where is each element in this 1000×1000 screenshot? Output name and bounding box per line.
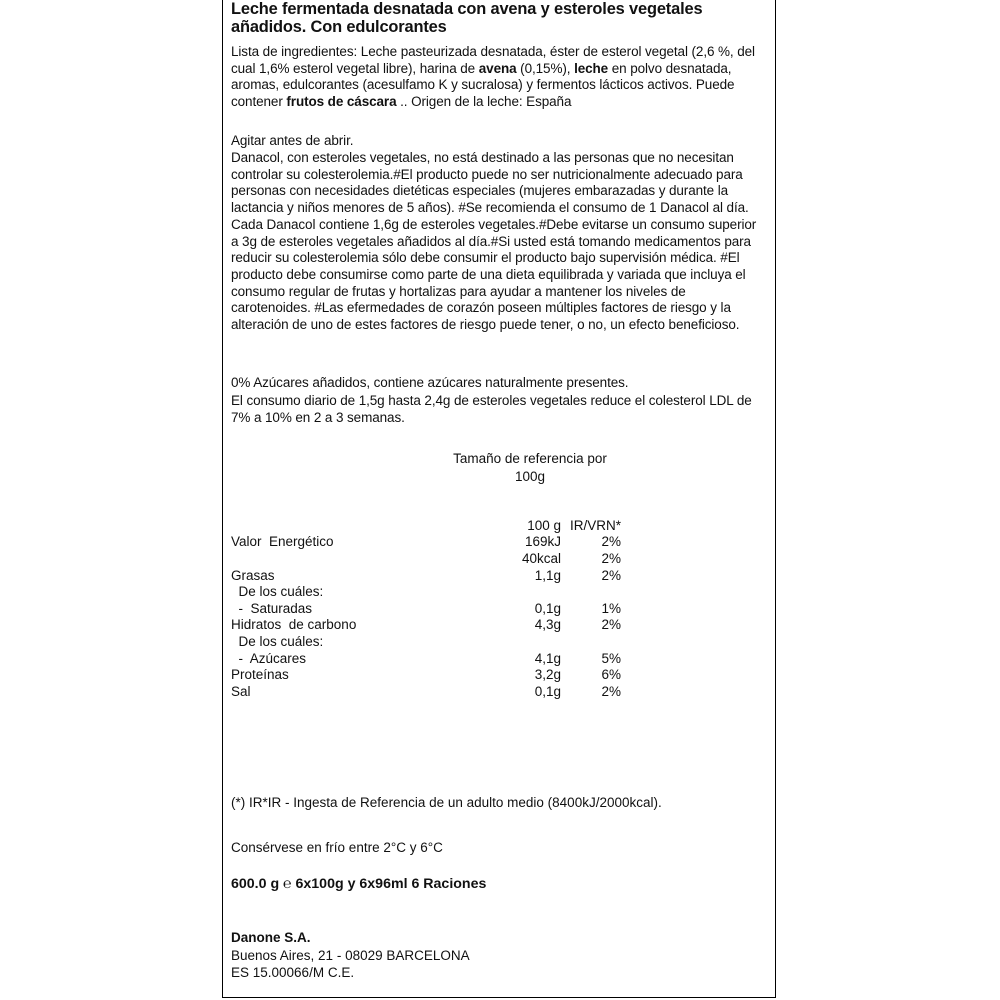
ingredient-allergen-avena: avena bbox=[478, 60, 517, 76]
nutrient-ir: 2% bbox=[601, 534, 621, 549]
reference-size-header bbox=[400, 450, 660, 486]
storage-instructions: Consérvese en frío entre 2°C y 6°C bbox=[231, 840, 443, 855]
table-row bbox=[231, 650, 651, 667]
table-row bbox=[231, 583, 651, 600]
nutrient-name: Hidratos de carbono bbox=[231, 617, 357, 632]
ingredient-allergen-leche: leche bbox=[574, 60, 609, 76]
nutrition-header-row bbox=[231, 517, 651, 534]
nutrient-value: 0,1g bbox=[534, 684, 561, 699]
nutrient-value: 1,1g bbox=[534, 568, 561, 583]
nutrient-ir: 2% bbox=[601, 617, 621, 632]
company-name: Danone S.A. bbox=[231, 930, 311, 945]
nutrient-value: 4,1g bbox=[534, 651, 561, 666]
nutrient-name: Grasas bbox=[231, 568, 275, 583]
ingredients-text-2: (0,15%), bbox=[516, 60, 575, 76]
table-row bbox=[231, 616, 651, 633]
nutrient-ir: 2% bbox=[601, 551, 621, 566]
product-title: Leche fermentada desnatada con avena y esteroles vegetales añadidos. Con edulcorantes bbox=[231, 0, 703, 37]
col-header-ir: IR/VRN* bbox=[569, 518, 621, 533]
nutrient-ir: 2% bbox=[601, 568, 621, 583]
ingredients-list bbox=[231, 44, 766, 111]
table-row bbox=[231, 683, 651, 700]
nutrient-value: 169kJ bbox=[524, 534, 561, 549]
warnings-text: Danacol, con esteroles vegetales, no está destinado a las personas que no necesitan controlar su colesterolemia.#El producto puede no ser nutricionalmente adecuado para personas con necesidades dietéticas especiales (mujeres embarazadas y durante la lactancia y niños menores de 5 años). #Se recomienda el consumo de 1 Danacol al día. Cada Danacol contiene 1,6g de esteroles vegetales.#Debe evitarse un consumo superior a 3g de esteroles vegetales añadidos al día.#Si usted está tomando medicamentos para reducir su colesterolemia sólo debe consumir el producto bajo supervisión médica. #El producto debe consumirse como parte de una dieta equilibrada y variada que incluya el consumo regular de frutas y hortalizas para ayudar a mantener los niveles de carotenoides. #Las efermedades de corazón poseen múltiples factores de riesgo y la alteración de uno de estes factores de riesgo puede tener, o no, un efecto beneficioso. bbox=[231, 150, 757, 333]
table-row bbox=[231, 550, 651, 567]
reference-title: Tamaño de referencia por bbox=[453, 451, 607, 466]
nutrient-value: 3,2g bbox=[534, 667, 561, 682]
nutrient-ir: 5% bbox=[601, 651, 621, 666]
nutrient-value: 4,3g bbox=[534, 617, 561, 632]
nutrient-value: 0,1g bbox=[534, 601, 561, 616]
table-row bbox=[231, 633, 651, 650]
nutrient-value: 40kcal bbox=[521, 551, 561, 566]
ir-footnote: (*) IR*IR - Ingesta de Referencia de un adulto medio (8400kJ/2000kcal). bbox=[231, 795, 662, 810]
health-registry: ES 15.00066/M C.E. bbox=[231, 965, 355, 980]
nutrient-name: Proteínas bbox=[231, 667, 289, 682]
table-row bbox=[231, 567, 651, 584]
table-row bbox=[231, 666, 651, 683]
nutrient-name: - Azúcares bbox=[231, 651, 307, 666]
sugar-statement: 0% Azúcares añadidos, contiene azúcares naturalmente presentes. bbox=[231, 375, 629, 390]
ingredient-allergen-frutos: frutos de cáscara bbox=[286, 94, 397, 110]
nutrient-ir: 2% bbox=[601, 684, 621, 699]
nutrient-name: Sal bbox=[231, 684, 251, 699]
nutrient-name: Valor Energético bbox=[231, 534, 334, 549]
table-row bbox=[231, 533, 651, 550]
ingredients-text-3: en polvo desnatada, aromas, edulcorantes (acesulfamo K y sucralosa) y fermentos lácticos activos. Puede contener bbox=[231, 60, 735, 110]
nutrient-name: De los cuáles: bbox=[231, 584, 324, 599]
nutrient-ir: 1% bbox=[601, 601, 621, 616]
shake-instruction: Agitar antes de abrir. bbox=[231, 133, 354, 148]
ingredients-text-1: Lista de ingredientes: Leche pasteurizada desnatada, éster de esterol vegetal (2,6 %, del cual 1,6% esterol vegetal libre), harina de bbox=[231, 44, 755, 76]
table-row bbox=[231, 600, 651, 617]
col-header-100g: 100 g bbox=[527, 518, 561, 533]
nutrient-ir: 6% bbox=[601, 667, 621, 682]
health-claim: El consumo diario de 1,5g hasta 2,4g de esteroles vegetales reduce el colesterol LDL de 7% a 10% en 2 a 3 semanas. bbox=[231, 393, 752, 425]
nutrient-name: De los cuáles: bbox=[231, 634, 324, 649]
net-quantity: 600.0 g ℮ 6x100g y 6x96ml 6 Raciones bbox=[231, 876, 487, 892]
company-address: Buenos Aires, 21 - 08029 BARCELONA bbox=[231, 948, 470, 963]
nutrient-name: - Saturadas bbox=[231, 601, 313, 616]
ingredients-text-4: .. Origen de la leche: España bbox=[396, 94, 572, 110]
reference-unit: 100g bbox=[514, 469, 546, 484]
